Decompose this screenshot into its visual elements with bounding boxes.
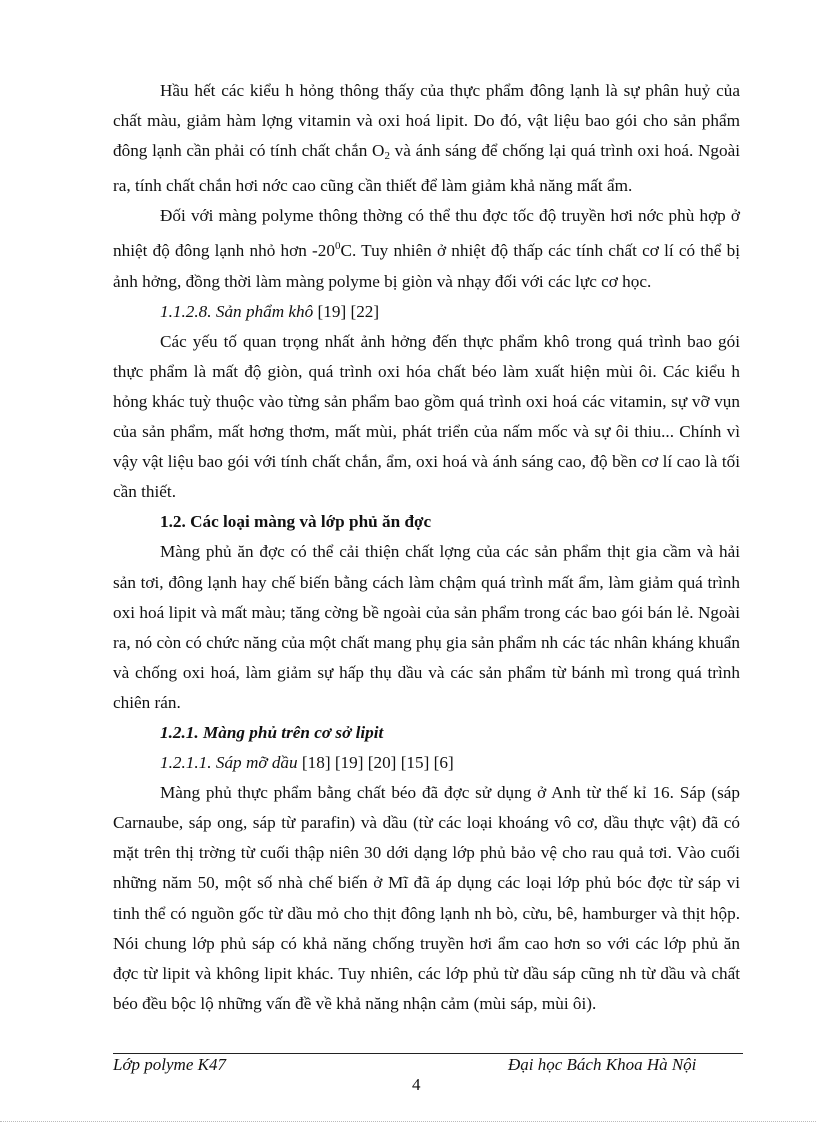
section-heading: 1.2. Các loại màng và lớp phủ ăn đợc bbox=[160, 512, 432, 532]
paragraph-text: Hầu hết các kiểu h hỏng thông thấy của thực phẩm đông lạnh là sự phân huỷ của chất màu, giảm hàm lợng vitamin và oxi hoá lipit. Do đó, vật liệu bao gói cho sản phẩm đông lạnh cần phải có tính chất chắn bbox=[113, 81, 740, 161]
heading-text: 1.2.1.1. Sáp mỡ dầu bbox=[160, 753, 298, 773]
page-edge bbox=[0, 1121, 816, 1122]
page-number: 4 bbox=[412, 1075, 421, 1094]
body-text bbox=[113, 76, 740, 1019]
footer-right-text: Đại học Bách Khoa Hà Nội bbox=[508, 1055, 697, 1074]
paragraph-text: C. Tuy nhiên ở nhiệt độ thấp các tính chất cơ lí có thể bị ảnh hởng, đồng thời làm màng polyme bị giòn và nhạy đối với các lực cơ học. bbox=[113, 241, 740, 291]
footer-divider bbox=[113, 1053, 743, 1054]
paragraph: Các yếu tố quan trọng nhất ảnh hởng đến thực phẩm khô trong quá trình bao gói thực phẩm là mất độ giòn, quá trình oxi hóa chất béo làm xuất hiện mùi ôi. Các kiểu h hỏng khác tuỳ thuộc vào từng sản phẩm bao gồm quá trình oxi hoá các vitamin, sự vỡ vụn của sản phẩm, mất hơng thơm, mất mùi, phát triển của nấm mốc và sự ôi thiu... Chính vì vậy vật liệu bao gói với tính chất chắn, ẩm, oxi hoá và ánh sáng cao, độ bền cơ lí cao là tối cần thiết. bbox=[113, 331, 740, 502]
paragraph bbox=[113, 201, 740, 296]
superscript: 0 bbox=[334, 240, 341, 253]
paragraph bbox=[113, 76, 740, 201]
footer-left-text: Lớp polyme K47 bbox=[113, 1055, 226, 1074]
section-heading: 1.2.1. Màng phủ trên cơ sở lipit bbox=[160, 722, 384, 742]
heading-refs: [18] [19] [20] [15] [6] bbox=[297, 753, 454, 773]
subscript: 2 bbox=[384, 150, 390, 163]
paragraph: Màng phủ thực phẩm bằng chất béo đã đợc sử dụng ở Anh từ thế kỉ 16. Sáp (sáp Carnaube, sáp ong, sáp từ parafin) và dầu (từ các loại khoáng vô cơ, dầu thực vật) đã có mặt trên thị trờng từ cuối thập niên 30 dới dạng lớp phủ bảo vệ cho rau quả tơi. Vào cuối những năm 50, một số nhà chế biến ở Mĩ đã áp dụng các loại lớp phủ bóc đợc từ sáp vi tinh thể có nguồn gốc từ dầu mỏ cho thịt đông lạnh nh bò, cừu, bê, hamburger và thịt hộp. Nói chung lớp phủ sáp có khả năng chống truyền hơi ẩm cao hơn so với các lớp phủ ăn đợc từ lipit và không lipit khác. Tuy nhiên, các lớp phủ từ dầu sáp cũng nh từ dầu và chất béo đều bộc lộ những vấn đề về khả năng nhận cảm (mùi sáp, mùi ôi). bbox=[113, 783, 740, 1013]
paragraph-text: Đối với màng polyme thông thờng có thể thu đợc tốc độ truyền hơi nớc phù hợp ở nhiệt độ đông lạnh nhỏ hơn -20 bbox=[113, 206, 740, 261]
section-heading bbox=[113, 748, 740, 778]
paragraph: Màng phủ ăn đợc có thể cải thiện chất lợng của các sản phẩm thịt gia cầm và hải sản tơi, đông lạnh hay chế biến bằng cách làm chậm quá trình mất ẩm, làm giảm quá trình oxi hoá lipit và mất màu; tăng cờng bề ngoài của sản phẩm trong các bao gói bán lẻ. Ngoài ra, nó còn có chức năng của một chất mang phụ gia sản phẩm nh các tác nhân kháng khuẩn và chống oxi hoá, làm giảm sự hấp thụ dầu và các sản phẩm từ bánh mì trong quá trình chiên rán. bbox=[113, 542, 740, 712]
paragraph-text: và ánh sáng để chống lại quá trình oxi hoá. Ngoài ra, tính chất chắn hơi nớc cao cũng cần thiết để làm giảm khả năng mất ẩm. bbox=[113, 141, 740, 196]
chemical-symbol: O bbox=[372, 141, 385, 161]
heading-text: 1.1.2.8. Sản phẩm khô bbox=[160, 301, 314, 321]
section-heading bbox=[113, 297, 740, 327]
heading-refs: [19] [22] bbox=[313, 301, 380, 321]
